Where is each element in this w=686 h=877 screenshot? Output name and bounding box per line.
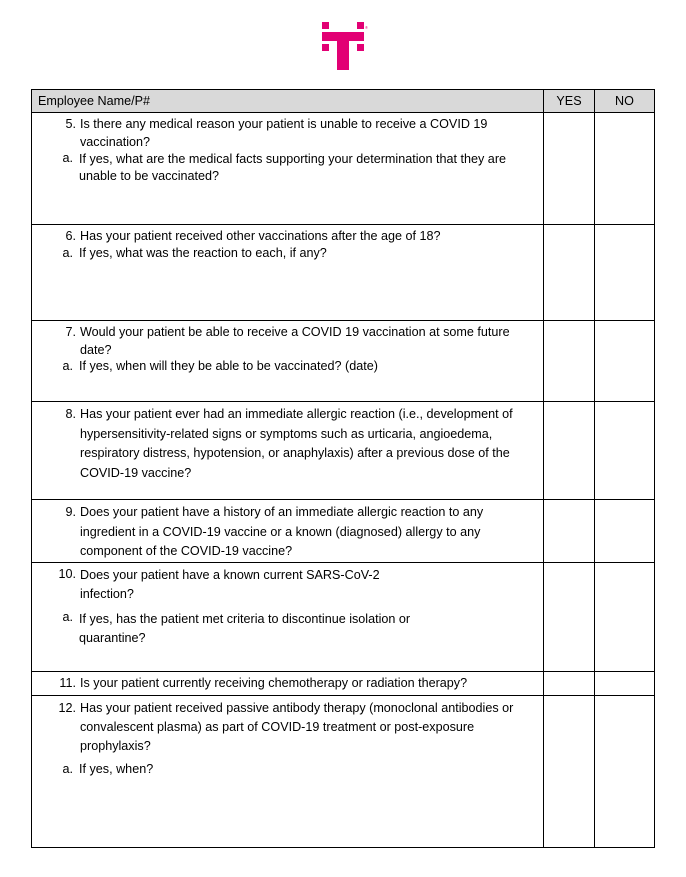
question-row-7 bbox=[32, 321, 655, 402]
question-row-6 bbox=[32, 225, 655, 321]
question-text: Has your patient received passive antibody therapy (monoclonal antibodies or convalescent plasma) as part of COVID-19 treatment or post-exposure prophylaxis? bbox=[80, 701, 514, 753]
no-answer-cell[interactable] bbox=[595, 672, 655, 696]
question-cell bbox=[32, 113, 544, 225]
yes-header: YES bbox=[544, 90, 595, 113]
question-cell bbox=[32, 321, 544, 402]
no-answer-cell[interactable] bbox=[595, 321, 655, 402]
employee-name-header: Employee Name/P# bbox=[32, 90, 544, 113]
question-row-10 bbox=[32, 563, 655, 672]
yes-answer-cell[interactable] bbox=[544, 500, 595, 563]
question-text: Has your patient received other vaccinations after the age of 18? bbox=[80, 229, 441, 243]
sub-question-text: If yes, when will they be able to be vaccinated? (date) bbox=[79, 359, 378, 373]
question-number: 9. bbox=[65, 505, 76, 519]
question-cell bbox=[32, 672, 544, 696]
no-answer-cell[interactable] bbox=[595, 563, 655, 672]
no-answer-cell[interactable] bbox=[595, 696, 655, 848]
sub-question-text: If yes, has the patient met criteria to discontinue isolation or quarantine? bbox=[79, 612, 411, 645]
t-mobile-logo bbox=[320, 22, 366, 70]
question-text: Does your patient have a known current SARS-CoV-2 infection? bbox=[80, 568, 380, 601]
question-text: Is there any medical reason your patient is unable to receive a COVID 19 vaccination? bbox=[80, 117, 488, 149]
question-row-12 bbox=[32, 696, 655, 848]
table-header-row bbox=[32, 90, 655, 113]
sub-question-text: If yes, what are the medical facts supporting your determination that they are unable to be vaccinated? bbox=[79, 152, 507, 183]
yes-answer-cell[interactable] bbox=[544, 113, 595, 225]
svg-text:®: ® bbox=[365, 25, 368, 30]
question-row-8 bbox=[32, 402, 655, 500]
yes-answer-cell[interactable] bbox=[544, 402, 595, 500]
question-number: 6. bbox=[65, 229, 76, 243]
question-cell bbox=[32, 402, 544, 500]
no-answer-cell[interactable] bbox=[595, 402, 655, 500]
yes-answer-cell[interactable] bbox=[544, 225, 595, 321]
question-text: Has your patient ever had an immediate allergic reaction (i.e., development of hypersensitivity-related signs or symptoms such as urticaria, angioedema, respiratory distress, hypotension, or anaphylaxis) after a previous dose of the COVID-19 vaccine? bbox=[80, 407, 513, 480]
question-number: 8. bbox=[65, 407, 76, 421]
question-text: Would your patient be able to receive a COVID 19 vaccination at some future date? bbox=[80, 325, 510, 357]
question-number: 11. bbox=[59, 676, 76, 690]
sub-question-text: If yes, what was the reaction to each, if any? bbox=[79, 245, 327, 260]
no-header: NO bbox=[595, 90, 655, 113]
yes-answer-cell[interactable] bbox=[544, 563, 595, 672]
question-text: Does your patient have a history of an immediate allergic reaction to any ingredient in a COVID-19 vaccine or a known (diagnosed) allergy to any component of the COVID-19 vaccine? bbox=[80, 505, 484, 558]
no-answer-cell[interactable] bbox=[595, 225, 655, 321]
question-row-9 bbox=[32, 500, 655, 563]
question-text: Is your patient currently receiving chemotherapy or radiation therapy? bbox=[80, 676, 468, 690]
questionnaire-table bbox=[31, 89, 655, 848]
question-number: 12. bbox=[58, 701, 76, 715]
sub-letter: a. bbox=[62, 151, 73, 165]
sub-question-text: If yes, when? bbox=[79, 762, 154, 776]
no-answer-cell[interactable] bbox=[595, 500, 655, 563]
sub-letter: a. bbox=[62, 245, 73, 260]
no-answer-cell[interactable] bbox=[595, 113, 655, 225]
yes-answer-cell[interactable] bbox=[544, 321, 595, 402]
sub-letter: a. bbox=[62, 359, 73, 373]
question-cell bbox=[32, 696, 544, 848]
sub-letter: a. bbox=[62, 610, 73, 624]
question-row-5 bbox=[32, 113, 655, 225]
yes-answer-cell[interactable] bbox=[544, 696, 595, 848]
question-cell bbox=[32, 225, 544, 321]
sub-letter: a. bbox=[62, 762, 73, 776]
question-row-11 bbox=[32, 672, 655, 696]
question-number: 7. bbox=[65, 325, 76, 339]
question-number: 5. bbox=[65, 117, 76, 131]
question-cell bbox=[32, 563, 544, 672]
yes-answer-cell[interactable] bbox=[544, 672, 595, 696]
question-number: 10. bbox=[58, 567, 76, 581]
question-cell bbox=[32, 500, 544, 563]
